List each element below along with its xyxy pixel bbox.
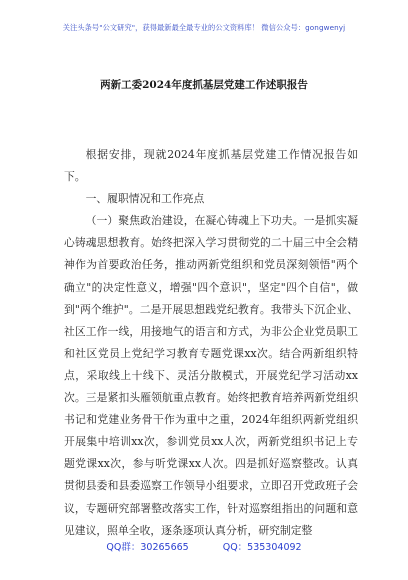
footer-contact [0, 539, 408, 553]
section-heading: 一、履职情况和工作亮点 [85, 192, 205, 206]
footer-qq-group: QQ群：30265665 [106, 542, 189, 553]
footer-qq-number: QQ：535304092 [222, 542, 302, 553]
header-banner: 关注头条号"公文研究"，获得最新最全最专业的公文资料库！ 微信公众号：gongwenyj [62, 23, 346, 32]
body-paragraph: （一）聚焦政治建设，在凝心铸魂上下功夫。一是抓实凝心铸魂思想教育。始终把深入学习贯彻党的二十届三中全会精神作为首要政治任务，推动两新党组织和党员深刻领悟"两个确立"的决定性意义，增强"四个意识"，坚定"四个自信"，做到"两个维护"。二是开展思想践党纪教育。我带头下沉企业、社区工作一线，用接地气的语言和方式，为非公企业党员职工和社区党员上党纪学习教育专题党课xx次。结合两新组织特点，采取线上十线下、灵活分散模式，开展党纪学习活动xx次。三是紧扣头雁领航重点教育。始终把教育培养两新党组织书记和党建业务骨干作为重中之重，2024年组织两新党组织开展集中培训xx次，参训党员xx人次，两新党组织书记上专题党课xx次，参与听党课xx人次。四是抓好巡察整改。认真贯彻县委和县委巡察工作领导小组要求，立即召开党政班子会议，专题研究部署整改落实工作，针对巡察组指出的问题和意见建议，照单全收，逐条逐项认真分析，研究制定整 [64, 214, 358, 537]
document-title: 两新工委2024年度抓基层党建工作述职报告 [100, 79, 308, 91]
document-body [64, 144, 358, 542]
body-paragraph: 根据安排，现就2024年度抓基层党建工作情况报告如下。 [64, 148, 358, 184]
